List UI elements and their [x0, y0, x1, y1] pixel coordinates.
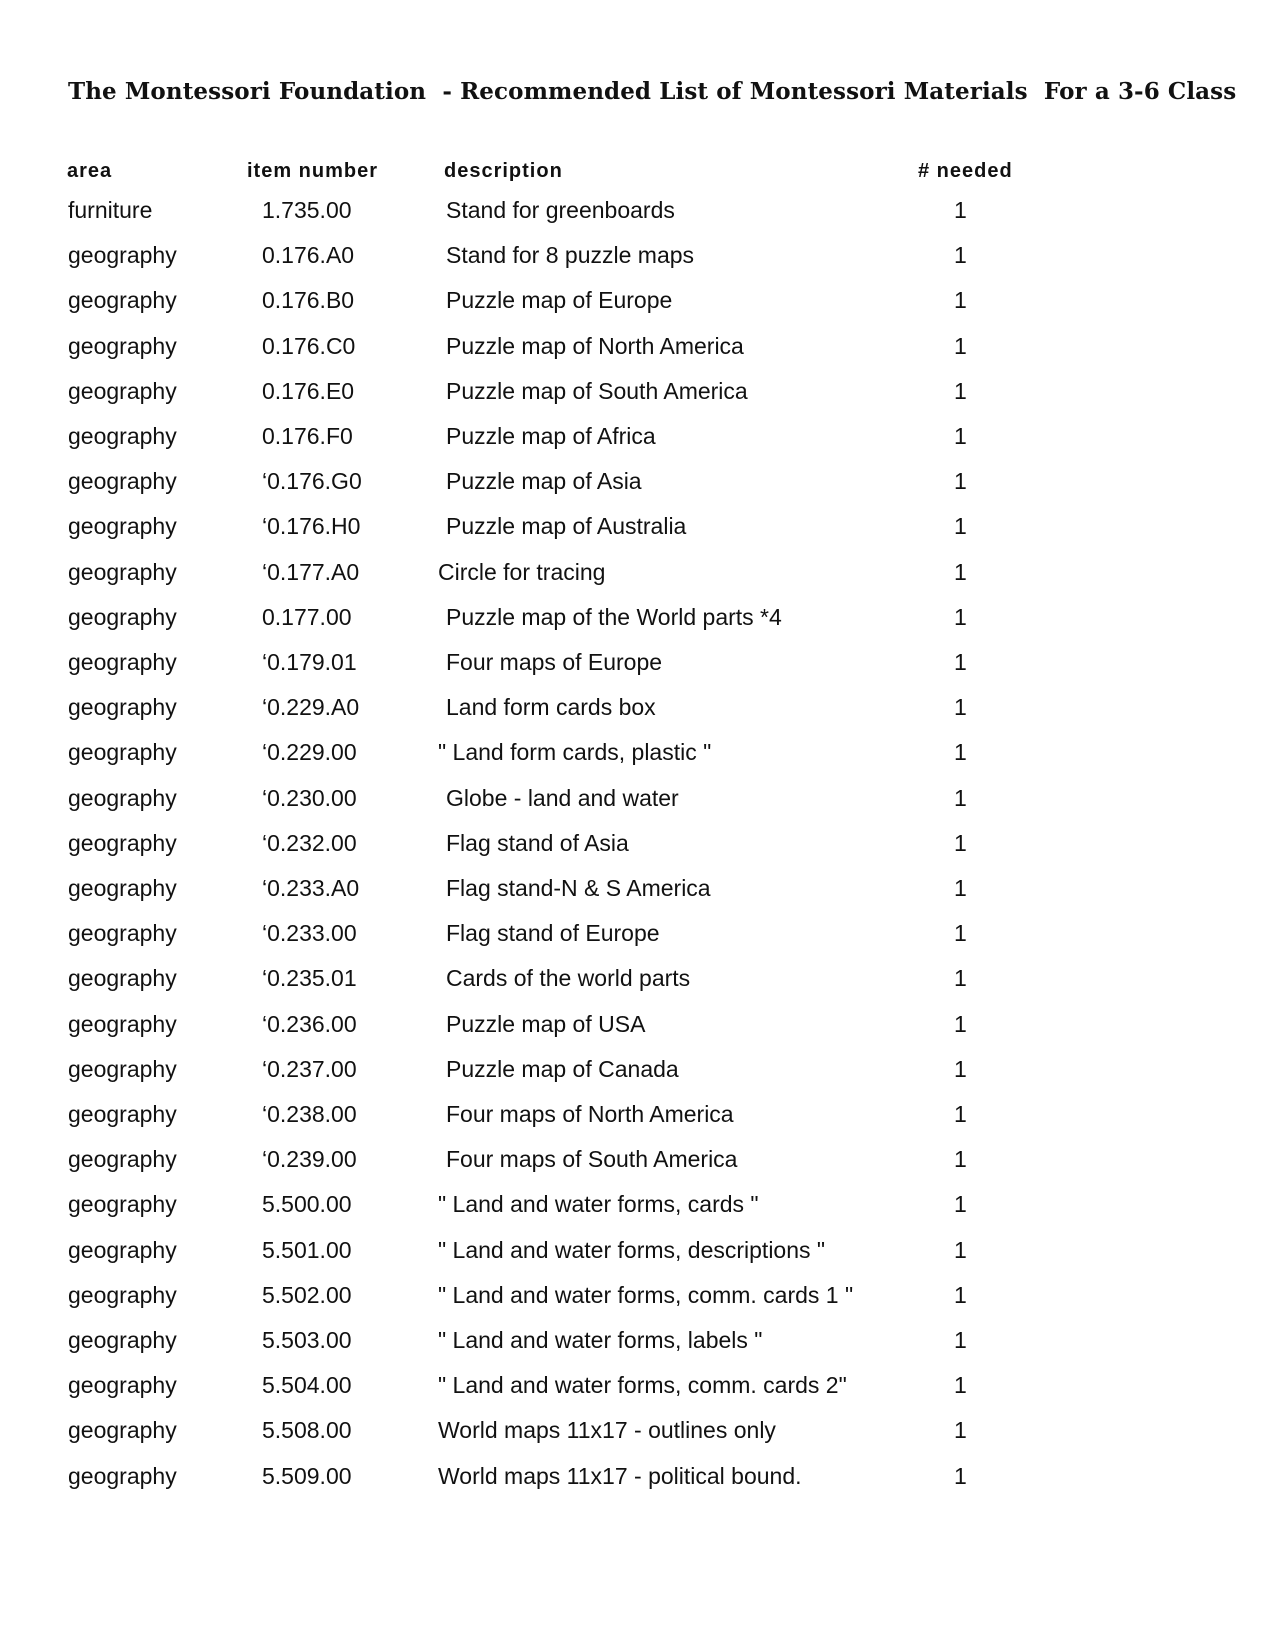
item-number-cell: 5.508.00 [262, 1417, 352, 1444]
item-number-cell: ‘0.233.00 [262, 920, 357, 947]
description-cell: Puzzle map of North America [446, 332, 744, 359]
table-header [0, 160, 1275, 200]
page-title: The Montessori Foundation - Recommended List of Montessori Materials For a 3-6 Class [68, 78, 1237, 105]
area-cell: geography [68, 1055, 177, 1082]
description-cell: Puzzle map of South America [446, 377, 748, 404]
table-row [0, 1101, 1275, 1141]
area-cell: geography [68, 1417, 177, 1444]
description-cell: Stand for greenboards [446, 197, 675, 223]
area-cell: geography [68, 1372, 177, 1399]
column-header-description: description [444, 160, 563, 182]
description-cell: Puzzle map of Africa [446, 423, 656, 449]
area-cell: geography [68, 1281, 177, 1308]
needed-cell: 1 [954, 1236, 967, 1263]
table-row [0, 1191, 1275, 1231]
item-number-cell: 5.500.00 [262, 1191, 352, 1218]
description-cell: Puzzle map of Asia [446, 468, 642, 495]
area-cell: geography [68, 1327, 177, 1353]
table-row [0, 920, 1275, 960]
table-row [0, 875, 1275, 915]
area-cell: geography [68, 1236, 177, 1263]
needed-cell: 1 [954, 1281, 967, 1308]
description-cell: Stand for 8 puzzle maps [446, 242, 695, 269]
area-cell: geography [68, 784, 177, 811]
needed-cell: 1 [954, 1010, 967, 1037]
needed-cell: 1 [954, 739, 967, 766]
table-row [0, 965, 1275, 1005]
table-row [0, 830, 1275, 870]
item-number-cell: ‘0.177.A0 [262, 558, 360, 585]
needed-cell: 1 [954, 829, 967, 856]
description-cell: Flag stand of Asia [446, 829, 629, 856]
description-cell: Land form cards box [446, 694, 656, 721]
area-cell: geography [68, 1191, 177, 1218]
description-cell: Circle for tracing [438, 558, 606, 585]
needed-cell: 1 [954, 197, 967, 223]
area-cell: geography [68, 242, 177, 269]
area-cell: geography [68, 694, 177, 721]
description-cell: Puzzle map of Australia [446, 513, 687, 540]
area-cell: geography [68, 287, 177, 314]
needed-cell: 1 [954, 920, 967, 947]
item-number-cell: 0.176.C0 [262, 332, 356, 359]
area-cell: geography [68, 965, 177, 992]
item-number-cell: 5.509.00 [262, 1462, 352, 1489]
table-row [0, 1011, 1275, 1051]
description-cell: Globe - land and water [446, 784, 679, 811]
needed-cell: 1 [954, 1372, 967, 1399]
table-row [0, 1327, 1275, 1367]
needed-cell: 1 [954, 1462, 967, 1489]
needed-cell: 1 [954, 965, 967, 992]
area-cell: geography [68, 649, 177, 675]
table-row [0, 559, 1275, 599]
area-cell: geography [68, 1101, 177, 1127]
needed-cell: 1 [954, 468, 967, 495]
description-cell: " Land and water forms, comm. cards 1 " [438, 1281, 854, 1308]
item-number-cell: ‘0.229.00 [262, 739, 357, 766]
description-cell: " Land and water forms, labels " [438, 1327, 763, 1353]
description-cell: Four maps of South America [446, 1146, 738, 1173]
table-row [0, 1146, 1275, 1186]
needed-cell: 1 [954, 558, 967, 585]
area-cell: geography [68, 377, 177, 404]
item-number-cell: ‘0.176.H0 [262, 513, 361, 540]
table-row [0, 1282, 1275, 1322]
description-cell: Puzzle map of the World parts *4 [446, 603, 782, 630]
needed-cell: 1 [954, 694, 967, 721]
area-cell: furniture [68, 197, 153, 223]
description-cell: " Land and water forms, cards " [438, 1191, 759, 1218]
table-row [0, 333, 1275, 373]
table-row [0, 1372, 1275, 1412]
item-number-cell: 5.504.00 [262, 1372, 352, 1399]
area-cell: geography [68, 558, 177, 585]
item-number-cell: 0.176.F0 [262, 423, 353, 449]
needed-cell: 1 [954, 1327, 967, 1353]
needed-cell: 1 [954, 649, 967, 675]
table-row [0, 378, 1275, 418]
table-row [0, 604, 1275, 644]
item-number-cell: ‘0.235.01 [262, 965, 357, 992]
area-cell: geography [68, 513, 177, 540]
item-number-cell: ‘0.230.00 [262, 784, 357, 811]
table-row [0, 785, 1275, 825]
item-number-cell: 0.176.B0 [262, 287, 355, 314]
needed-cell: 1 [954, 377, 967, 404]
table-row [0, 739, 1275, 779]
description-cell: " Land and water forms, comm. cards 2" [438, 1372, 847, 1399]
table-row [0, 197, 1275, 237]
item-number-cell: ‘0.239.00 [262, 1146, 357, 1173]
needed-cell: 1 [954, 332, 967, 359]
table-row [0, 649, 1275, 689]
item-number-cell: ‘0.237.00 [262, 1055, 357, 1082]
description-cell: Flag stand-N & S America [446, 875, 711, 901]
table-row [0, 1463, 1275, 1503]
item-number-cell: 0.177.00 [262, 603, 352, 630]
item-number-cell: 5.502.00 [262, 1281, 352, 1308]
item-number-cell: 0.176.E0 [262, 377, 355, 404]
item-number-cell: 5.501.00 [262, 1236, 352, 1263]
description-cell: Puzzle map of Europe [446, 287, 673, 314]
needed-cell: 1 [954, 784, 967, 811]
area-cell: geography [68, 332, 177, 359]
item-number-cell: ‘0.236.00 [262, 1010, 357, 1037]
area-cell: geography [68, 875, 177, 901]
item-number-cell: ‘0.229.A0 [262, 694, 360, 721]
table-row [0, 1056, 1275, 1096]
description-cell: " Land form cards, plastic " [438, 739, 712, 766]
table-row [0, 423, 1275, 463]
description-cell: Cards of the world parts [446, 965, 691, 992]
needed-cell: 1 [954, 875, 967, 901]
description-cell: Four maps of Europe [446, 649, 663, 675]
description-cell: Flag stand of Europe [446, 920, 660, 947]
table-row [0, 513, 1275, 553]
description-cell: World maps 11x17 - outlines only [438, 1417, 776, 1444]
description-cell: Four maps of North America [446, 1101, 734, 1127]
area-cell: geography [68, 468, 177, 495]
column-header-item-number: item number [247, 160, 379, 182]
item-number-cell: ‘0.238.00 [262, 1101, 357, 1127]
table-row [0, 242, 1275, 282]
area-cell: geography [68, 739, 177, 766]
area-cell: geography [68, 829, 177, 856]
description-cell: World maps 11x17 - political bound. [438, 1462, 802, 1489]
needed-cell: 1 [954, 423, 967, 449]
table-row [0, 1417, 1275, 1457]
description-cell: Puzzle map of Canada [446, 1055, 679, 1082]
description-cell: Puzzle map of USA [446, 1010, 646, 1037]
needed-cell: 1 [954, 603, 967, 630]
area-cell: geography [68, 1010, 177, 1037]
item-number-cell: ‘0.233.A0 [262, 875, 360, 901]
column-header-area: area [67, 160, 113, 182]
needed-cell: 1 [954, 1146, 967, 1173]
item-number-cell: 0.176.A0 [262, 242, 355, 269]
description-cell: " Land and water forms, descriptions " [438, 1236, 826, 1263]
item-number-cell: 1.735.00 [262, 197, 352, 223]
needed-cell: 1 [954, 1191, 967, 1218]
needed-cell: 1 [954, 1417, 967, 1444]
column-header-needed: # needed [918, 160, 1013, 182]
needed-cell: 1 [954, 1055, 967, 1082]
needed-cell: 1 [954, 1101, 967, 1127]
item-number-cell: ‘0.232.00 [262, 829, 357, 856]
needed-cell: 1 [954, 513, 967, 540]
area-cell: geography [68, 423, 177, 449]
area-cell: geography [68, 920, 177, 947]
area-cell: geography [68, 603, 177, 630]
needed-cell: 1 [954, 242, 967, 269]
needed-cell: 1 [954, 287, 967, 314]
table-row [0, 694, 1275, 734]
table-row [0, 468, 1275, 508]
item-number-cell: 5.503.00 [262, 1327, 352, 1353]
table-row [0, 1237, 1275, 1277]
table-row [0, 287, 1275, 327]
area-cell: geography [68, 1146, 177, 1173]
item-number-cell: ‘0.176.G0 [262, 468, 362, 495]
item-number-cell: ‘0.179.01 [262, 649, 357, 675]
area-cell: geography [68, 1462, 177, 1489]
